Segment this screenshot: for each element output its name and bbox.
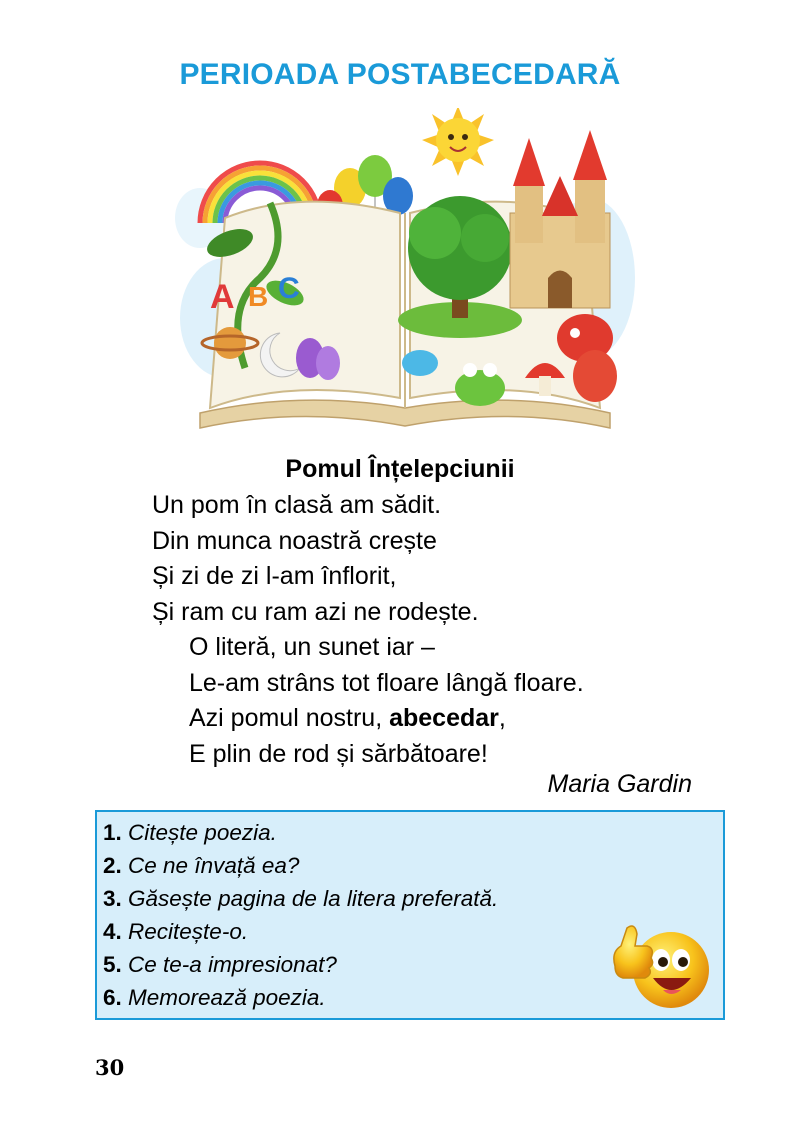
page-number: 30 (95, 1055, 125, 1080)
svg-text:A: A (210, 278, 235, 316)
svg-text:B: B (248, 281, 269, 312)
task-text: Memorează poezia. (128, 985, 326, 1010)
open-book-illustration (170, 108, 640, 453)
poem-line: Și zi de zi l-am înflorit, (152, 562, 397, 590)
task-text: Recitește-o. (128, 919, 249, 944)
poem-line-punct: , (498, 704, 506, 732)
poem-line: Le-am strâns tot floare lângă floare. (189, 668, 584, 697)
task-item (103, 849, 723, 882)
task-number: 5. (103, 952, 122, 977)
poem-body (152, 488, 712, 772)
task-text: Găsește pagina de la litera preferată. (128, 886, 499, 911)
poem-line: Și ram cu ram azi ne rodește. (152, 597, 479, 626)
poem-line (152, 701, 712, 737)
poem-line-text: Azi pomul nostru, (189, 704, 390, 732)
task-text: Citește poezia. (128, 820, 277, 845)
svg-text:C: C (278, 272, 300, 305)
task-number: 6. (103, 985, 122, 1010)
task-number: 4. (103, 919, 122, 944)
task-item (103, 882, 723, 915)
poem-line-bold-word: abecedar (389, 704, 499, 732)
task-box (95, 810, 725, 1020)
task-number: 1. (103, 820, 122, 845)
page-title: PERIOADA POSTABECEDARĂ (179, 58, 621, 91)
task-item (103, 816, 723, 849)
task-number: 3. (103, 886, 122, 911)
poem-title: Pomul Înțelepciunii (285, 455, 515, 483)
poem-line: Din munca noastră crește (152, 526, 437, 555)
poem-line: Un pom în clasă am sădit. (152, 491, 442, 519)
thumbs-up-smiley-icon (605, 912, 717, 1012)
poem-author: Maria Gardin (547, 770, 692, 798)
poem-line: E plin de rod și sărbătoare! (189, 739, 488, 768)
task-number: 2. (103, 853, 122, 878)
poem-line: O literă, un sunet iar – (189, 633, 435, 661)
task-text: Ce te-a impresionat? (128, 952, 337, 977)
task-text: Ce ne învață ea? (128, 853, 300, 878)
